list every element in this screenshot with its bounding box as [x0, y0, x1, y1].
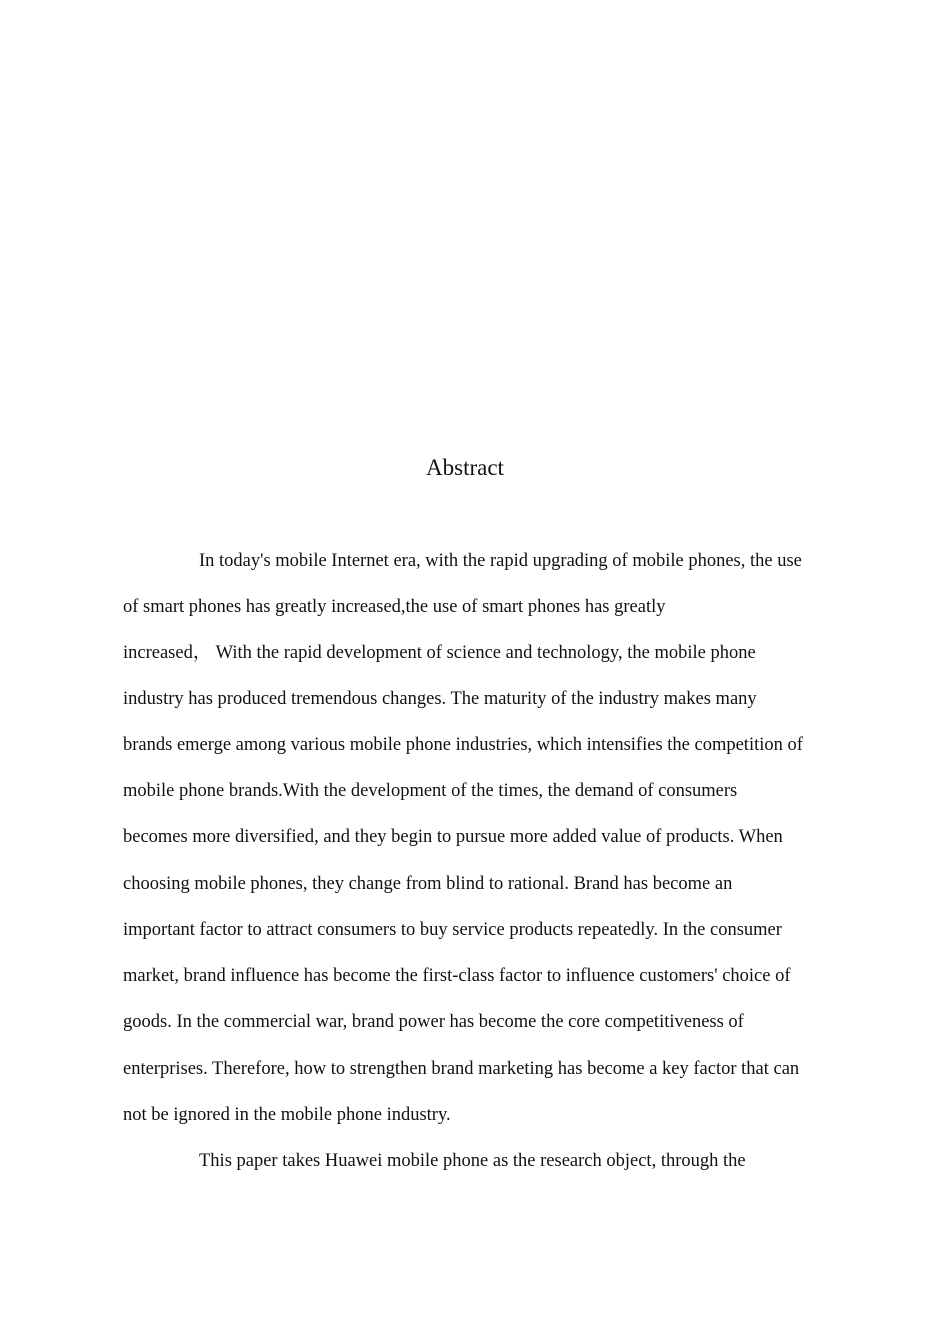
paragraph-1-line-9: important factor to attract consumers to buy service products repeatedly. In the consumer	[123, 920, 782, 940]
paragraph-2-line-1: This paper takes Huawei mobile phone as the research object, through the	[199, 1151, 746, 1171]
paragraph-1-line-2: of smart phones has greatly increased,the use of smart phones has greatly	[123, 597, 666, 617]
paragraph-1-line-1: In today's mobile Internet era, with the rapid upgrading of mobile phones, the use	[199, 551, 802, 571]
paragraph-1-line-12: enterprises. Therefore, how to strengthen brand marketing has become a key factor that can	[123, 1059, 800, 1079]
paragraph-1-line-6: mobile phone brands.With the development of the times, the demand of consumers	[123, 781, 738, 801]
paragraph-1-line-7: becomes more diversified, and they begin to pursue more added value of products. When	[123, 827, 783, 847]
paragraph-1-line-10: market, brand influence has become the first-class factor to influence customers' choice of	[123, 966, 791, 986]
abstract-title: Abstract	[426, 455, 504, 480]
paragraph-1-line-11: goods. In the commercial war, brand power has become the core competitiveness of	[123, 1012, 744, 1032]
paragraph-1-line-3: increased， With the rapid development of science and technology, the mobile phone	[123, 643, 756, 663]
paragraph-1-line-4: industry has produced tremendous changes. The maturity of the industry makes many	[123, 689, 757, 709]
paragraph-1-line-13: not be ignored in the mobile phone industry.	[123, 1105, 451, 1125]
paragraph-1-line-8: choosing mobile phones, they change from blind to rational. Brand has become an	[123, 874, 733, 894]
paragraph-1-line-5: brands emerge among various mobile phone industries, which intensifies the competition of	[123, 735, 803, 755]
